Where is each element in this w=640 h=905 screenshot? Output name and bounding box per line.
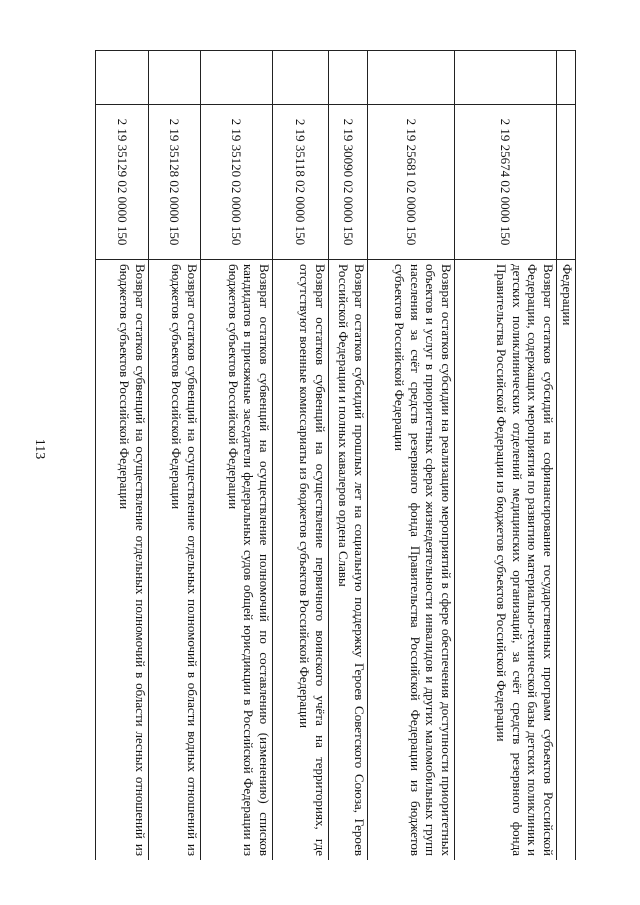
table-row-continuation	[557, 51, 576, 861]
table-cell-description: Возврат остатков субсидий прошлых лет на социальную поддержку Героев Советского Союза, Героев Российской Федерации и полных кавалеров ордена Славы	[329, 260, 368, 861]
table-row	[273, 51, 329, 861]
table-cell-code: 2 19 25681 02 0000 150	[368, 105, 455, 260]
page-number: 113	[32, 438, 47, 460]
table-cell-description: Возврат остатков субсидии на реализацию мероприятий в сфере обеспечения доступности приоритетных объектов и услуг в приоритетных сферах жизнедеятельности инвалидов и других маломобильных групп населения за счёт средств резервного фонда Правительства Российской Федерации из бюджетов субъектов Российской Федерации	[368, 260, 455, 861]
table-row	[149, 51, 201, 861]
table-cell-empty	[201, 51, 273, 105]
table-cell-description: Возврат остатков субвенций на осуществление отдельных полномочий в области водных отношений из бюджетов субъектов Российской Федерации	[149, 260, 201, 861]
table-cell-code: 2 19 35118 02 0000 150	[273, 105, 329, 260]
table-cell-code: 2 19 25674 02 0000 150	[455, 105, 557, 260]
table-cell-empty	[557, 105, 576, 260]
table-cell-description: Федерации	[557, 260, 576, 861]
table-row	[455, 51, 557, 861]
table-cell-description: Возврат остатков субвенций на осуществление первичного воинского учёта на территориях, где отсутствуют военные комиссариаты из бюджетов субъектов Российской Федерации	[273, 260, 329, 861]
rotated-content	[90, 50, 576, 860]
table-cell-empty	[273, 51, 329, 105]
table-cell-empty	[149, 51, 201, 105]
table-cell-code: 2 19 35129 02 0000 150	[96, 105, 149, 260]
table-cell-description: Возврат остатков субвенций на осуществление полномочий по составлению (изменению) списков кандидатов в присяжные заседатели федеральных судов общей юрисдикции в Российской Федерации из бюджетов субъектов Российской Федерации	[201, 260, 273, 861]
table-cell-code: 2 19 30090 02 0000 150	[329, 105, 368, 260]
table-cell-description: Возврат остатков субвенций на осуществление отдельных полномочий в области лесных отношений из бюджетов субъектов Российской Федерации	[96, 260, 149, 861]
table-cell-code: 2 19 35128 02 0000 150	[149, 105, 201, 260]
table-cell-empty	[455, 51, 557, 105]
table-row	[329, 51, 368, 861]
table-cell-code: 2 19 35120 02 0000 150	[201, 105, 273, 260]
table-row	[368, 51, 455, 861]
table-cell-empty	[557, 51, 576, 105]
table-cell-empty	[368, 51, 455, 105]
table-cell-empty	[329, 51, 368, 105]
rotated-page	[90, 50, 576, 860]
budget-code-table	[95, 50, 576, 860]
table-cell-description: Возврат остатков субсидий на софинансирование государственных программ субъектов Российской Федерации, содержащих мероприятия по развитию материально-технической базы детских поликлиник и детских поликлинических отделений медицинских организаций, за счёт средств резервного фонда Правительства Российской Федерации из бюджетов субъектов Российской Федерации	[455, 260, 557, 861]
table-row	[201, 51, 273, 861]
table-row	[96, 51, 149, 861]
table-cell-empty	[96, 51, 149, 105]
